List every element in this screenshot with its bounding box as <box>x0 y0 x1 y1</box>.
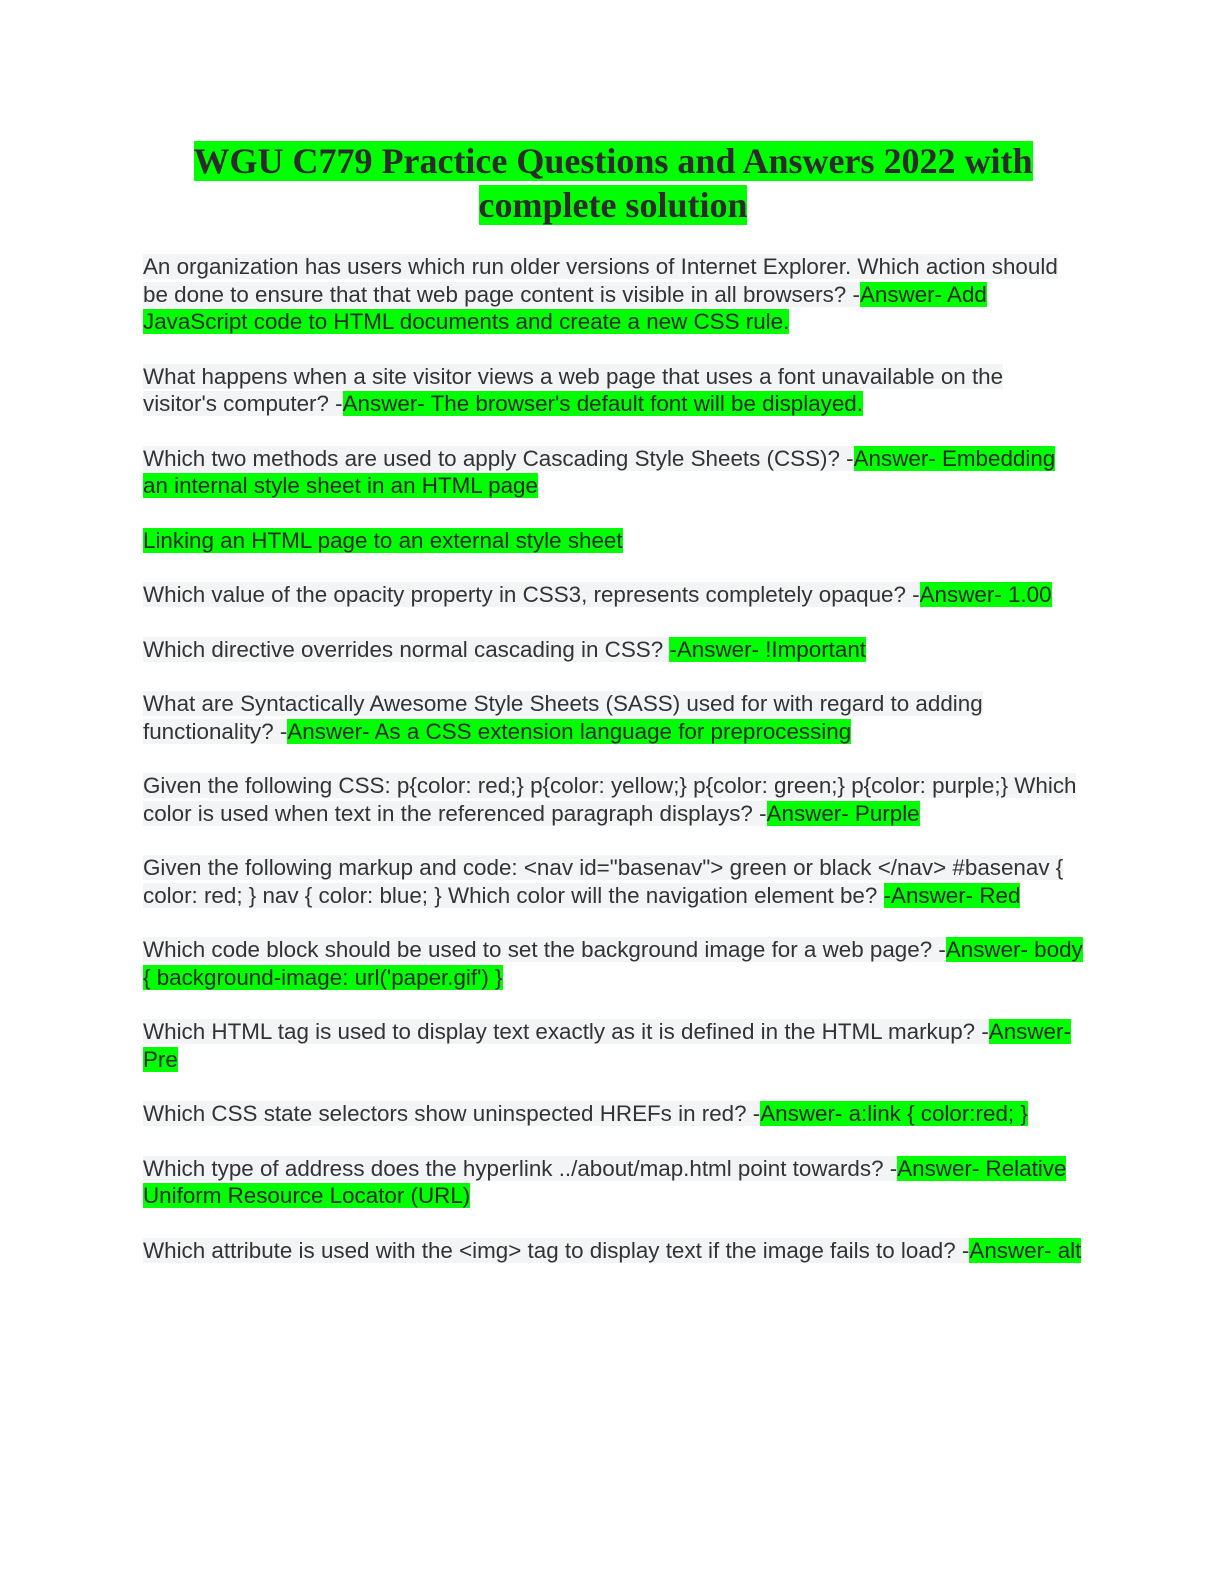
answer-text: Answer- body { background-image: url('paper.gif') } <box>143 937 1083 990</box>
answer-text: Answer- Pre <box>143 1019 1071 1072</box>
question-text: Which type of address does the hyperlink ../about/map.html point towards? - <box>143 1155 898 1181</box>
qa-item <box>143 1155 1083 1210</box>
question-text: What are Syntactically Awesome Style Sheets (SASS) used for with regard to adding functionality? - <box>143 691 983 744</box>
answer-text: Answer- The browser's default font will be displayed. <box>342 391 863 416</box>
qa-item <box>143 363 1083 418</box>
question-text: Given the following CSS: p{color: red;} p{color: yellow;} p{color: green;} p{color: purple;} Which color is used when text in the referenced paragraph displays? - <box>143 773 1077 826</box>
question-text: Which two methods are used to apply Cascading Style Sheets (CSS)? - <box>143 445 854 471</box>
question-text: Given the following markup and code: <nav id="basenav"> green or black </nav> #basenav { color: red; } nav { color: blue; } Which color will the navigation element be? <box>143 855 1064 908</box>
qa-list <box>143 253 1083 1264</box>
answer-text: Answer- Relative Uniform Resource Locator (URL) <box>143 1155 1067 1208</box>
qa-item <box>143 445 1083 500</box>
qa-item <box>143 253 1083 336</box>
answer-text: Answer- 1.00 <box>919 582 1052 607</box>
answer-text: Answer- As a CSS extension language for preprocessing <box>287 718 852 744</box>
qa-item <box>143 936 1083 991</box>
document-page <box>143 140 1083 1291</box>
question-text: Which CSS state selectors show uninspected HREFs in red? - <box>143 1101 761 1126</box>
question-text: Which attribute is used with the <img> tag to display text if the image fails to load? - <box>143 1237 970 1263</box>
question-text: Which HTML tag is used to display text exactly as it is defined in the HTML markup? - <box>143 1019 989 1044</box>
answer-text: -Answer- !Important <box>669 636 867 662</box>
qa-item <box>143 690 1083 745</box>
qa-item <box>143 581 1083 609</box>
qa-item <box>143 1018 1083 1073</box>
answer-text: Answer- alt <box>969 1237 1082 1263</box>
qa-item <box>143 772 1083 827</box>
answer-text: Linking an HTML page to an external style sheet <box>143 527 623 553</box>
answer-text: Answer- Add JavaScript code to HTML documents and create a new CSS rule. <box>143 281 987 334</box>
question-text: An organization has users which run older versions of Internet Explorer. Which action should be done to ensure that that web page content is visible in all browsers? - <box>143 254 1058 307</box>
answer-text: Answer- Purple <box>766 800 920 826</box>
question-text: What happens when a site visitor views a web page that uses a font unavailable on the visitor's computer? - <box>143 363 1004 416</box>
question-text: Which code block should be used to set the background image for a web page? - <box>143 937 946 962</box>
qa-item <box>143 1237 1083 1265</box>
document-title <box>143 140 1083 227</box>
document-title-text: WGU C779 Practice Questions and Answers 2022 with complete solution <box>193 141 1033 225</box>
answer-text: Answer- Embedding an internal style sheet in an HTML page <box>143 445 1056 498</box>
qa-item <box>143 1100 1083 1128</box>
answer-text: Answer- a:link { color:red; } <box>760 1101 1028 1126</box>
qa-item <box>143 854 1083 909</box>
qa-item <box>143 636 1083 664</box>
answer-text: -Answer- Red <box>883 882 1021 908</box>
qa-item <box>143 527 1083 555</box>
question-text: Which value of the opacity property in CSS3, represents completely opaque? - <box>143 582 920 607</box>
question-text: Which directive overrides normal cascading in CSS? <box>143 636 670 662</box>
